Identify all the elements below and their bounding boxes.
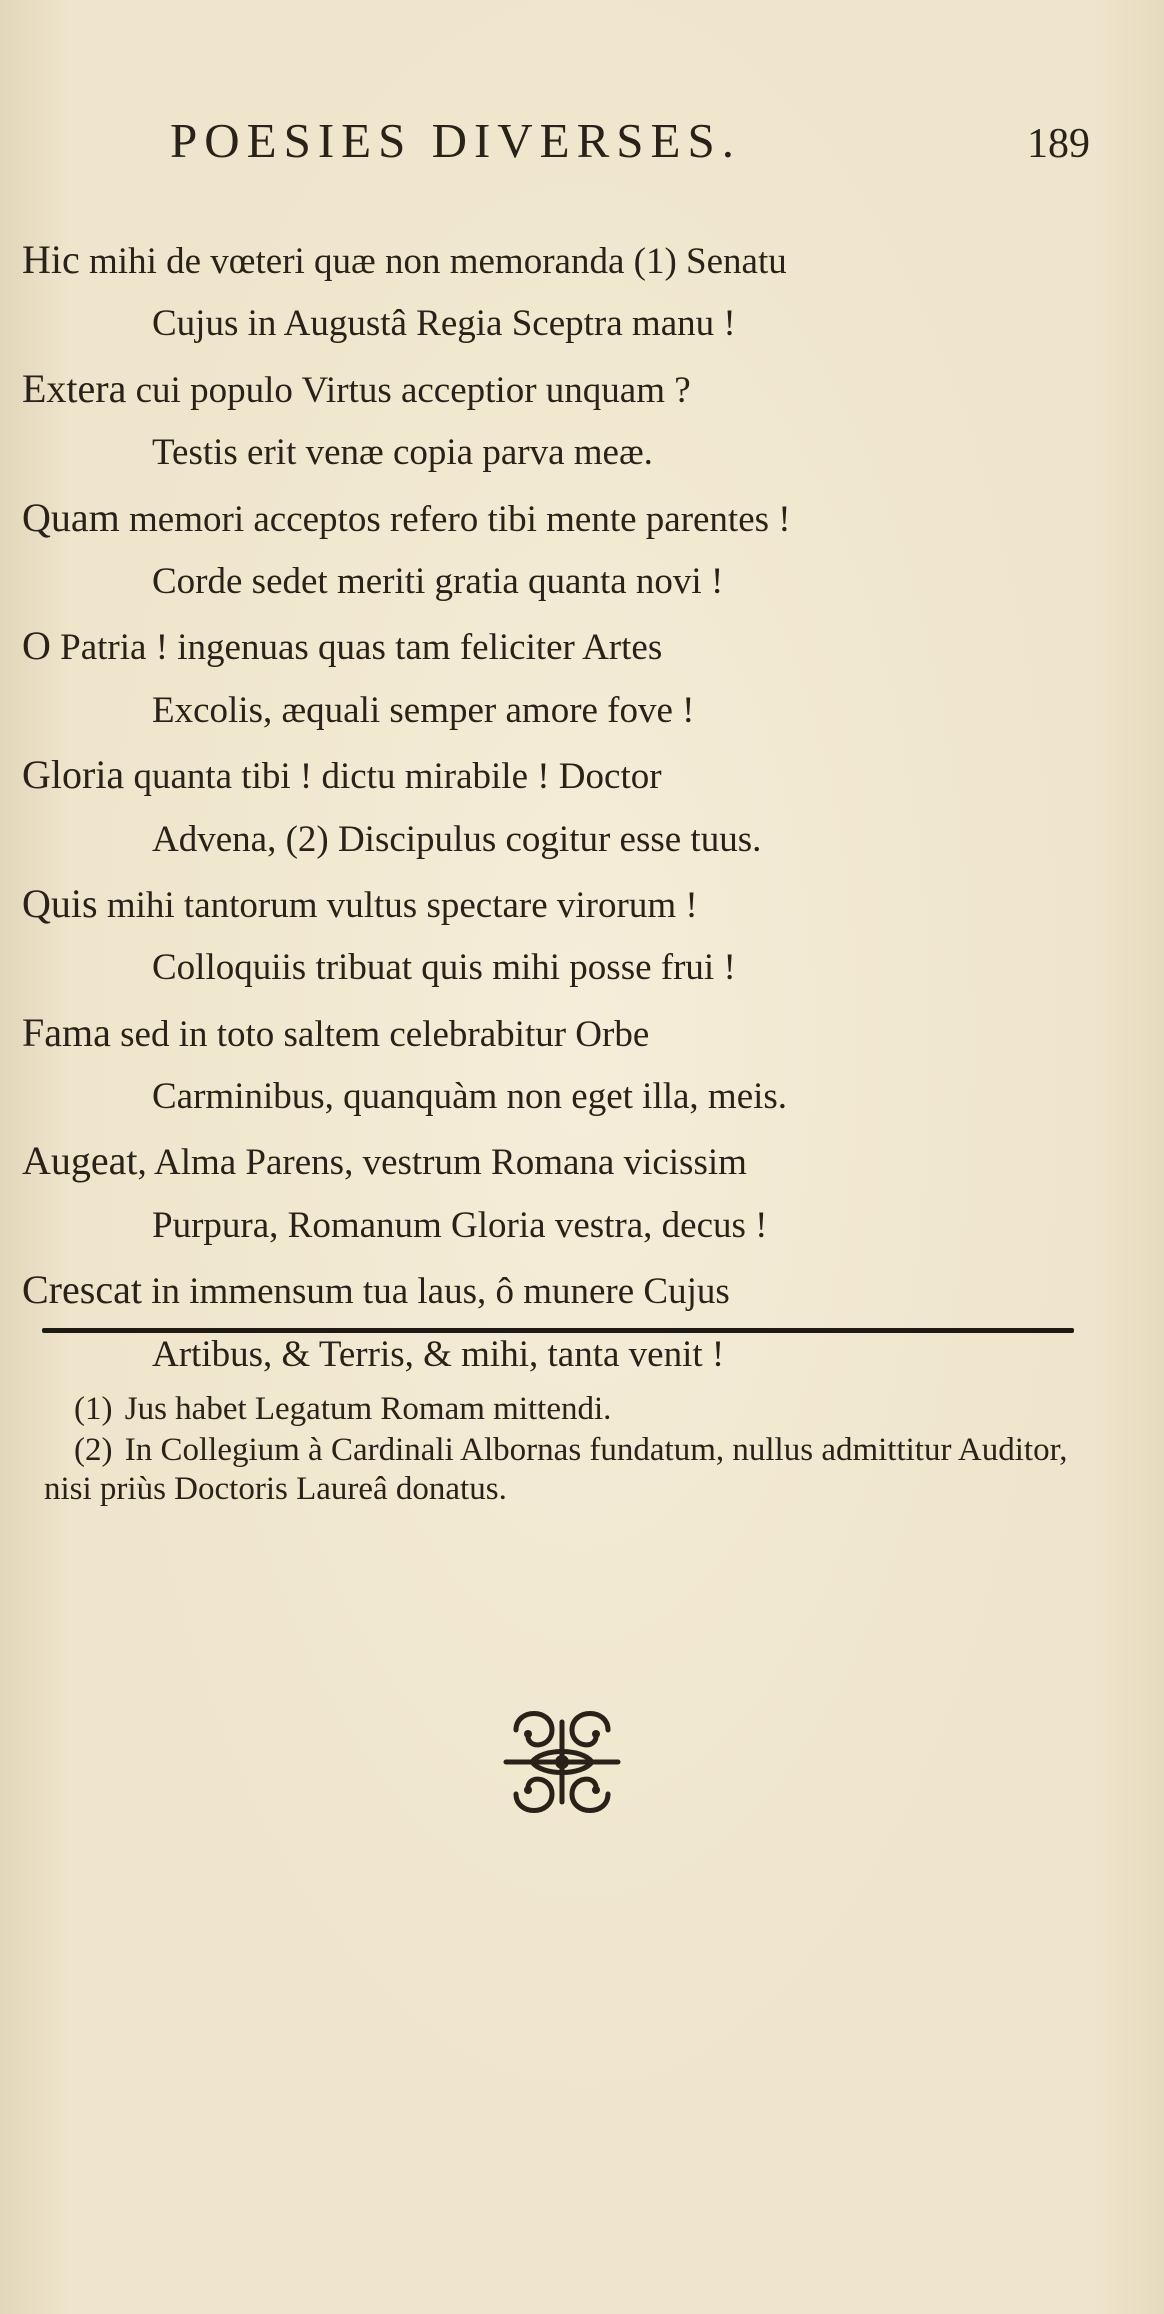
verse-text: cui populo Virtus acceptior unquam ?	[126, 369, 691, 411]
verse-line	[22, 228, 1102, 292]
verse-text: sed in toto saltem celebrabitur Orbe	[110, 1013, 650, 1055]
verse-line	[22, 936, 1102, 1000]
verse-text: Testis erit venæ copia parva meæ.	[152, 432, 653, 474]
verse-text: , Alma Parens, vestrum Romana vicissim	[137, 1142, 747, 1184]
verse-line	[22, 1194, 1102, 1258]
verse-line	[22, 1258, 1102, 1322]
verse-text: Patria ! ingenuas quas tam feliciter Artes	[50, 627, 663, 669]
verse-initial: Quis	[22, 880, 98, 926]
verse-initial: O	[22, 623, 51, 669]
verse-line	[22, 357, 1102, 421]
verse-text: Artibus, & Terris, & mihi, tanta venit !	[152, 1333, 725, 1375]
verse-initial: Extera	[22, 365, 127, 411]
verse-line	[22, 292, 1102, 356]
verse-line	[22, 808, 1102, 872]
verse-text: Cujus in Augustâ Regia Sceptra manu !	[152, 303, 736, 345]
running-title: POESIES DIVERSES.	[170, 113, 741, 168]
verse-text: quanta tibi ! dictu mirabile ! Doctor	[124, 756, 662, 798]
verse-line	[22, 486, 1102, 550]
footnotes	[44, 1390, 1104, 1509]
verse-line	[22, 421, 1102, 485]
verse-text: memori acceptos refero tibi mente parentes !	[119, 498, 791, 540]
footnote-rule	[42, 1328, 1074, 1333]
verse-line	[22, 743, 1102, 807]
footnote	[44, 1431, 1104, 1509]
verse-initial: Augeat	[22, 1138, 138, 1184]
verse-text: in immensum tua laus, ô munere Cujus	[141, 1271, 730, 1313]
page-number: 189	[1027, 121, 1090, 167]
verse-text: Carminibus, quanquàm non eget illa, meis.	[152, 1076, 788, 1118]
footnote-text: Jus habet Legatum Romam mittendi.	[124, 1391, 612, 1427]
verse-line	[22, 679, 1102, 743]
ornament-graphic	[496, 1700, 628, 1824]
verse-line	[22, 1065, 1102, 1129]
verse-line	[22, 1001, 1102, 1065]
verse-text: Purpura, Romanum Gloria vestra, decus !	[152, 1204, 768, 1246]
verse-text: Colloquiis tribuat quis mihi posse frui !	[152, 947, 736, 989]
verse-text: Corde sedet meriti gratia quanta novi !	[152, 560, 724, 602]
footnote-number: (2)	[74, 1432, 113, 1468]
poem	[22, 228, 1102, 1387]
verse-initial: Quam	[22, 494, 120, 540]
verse-line	[22, 550, 1102, 614]
footnote	[44, 1390, 1104, 1429]
verse-text: Advena, (2) Discipulus cogitur esse tuus.	[152, 818, 762, 860]
verse-initial: Hic	[22, 237, 80, 282]
verse-initial: Crescat	[22, 1267, 142, 1313]
verse-text: Excolis, æquali semper amore fove !	[152, 689, 695, 731]
verse-line	[22, 872, 1102, 936]
verse-initial: Fama	[22, 1009, 111, 1055]
footnote-number: (1)	[74, 1391, 113, 1427]
verse-text: mihi tantorum vultus spectare virorum !	[97, 884, 698, 926]
verse-text: mihi de vœteri quæ non memoranda (1) Senatu	[79, 241, 787, 282]
verse-line	[22, 614, 1102, 678]
footnote-text: In Collegium à Cardinali Albornas fundatum,	[124, 1432, 725, 1468]
verse-line	[22, 1129, 1102, 1193]
verse-initial: Gloria	[22, 752, 125, 798]
footnote-text-continued: nullus admittitur Auditor, nisi priùs Doctoris Laureâ donatus.	[44, 1432, 1068, 1507]
page-header	[170, 112, 1090, 182]
printers-ornament-icon	[496, 1700, 628, 1824]
